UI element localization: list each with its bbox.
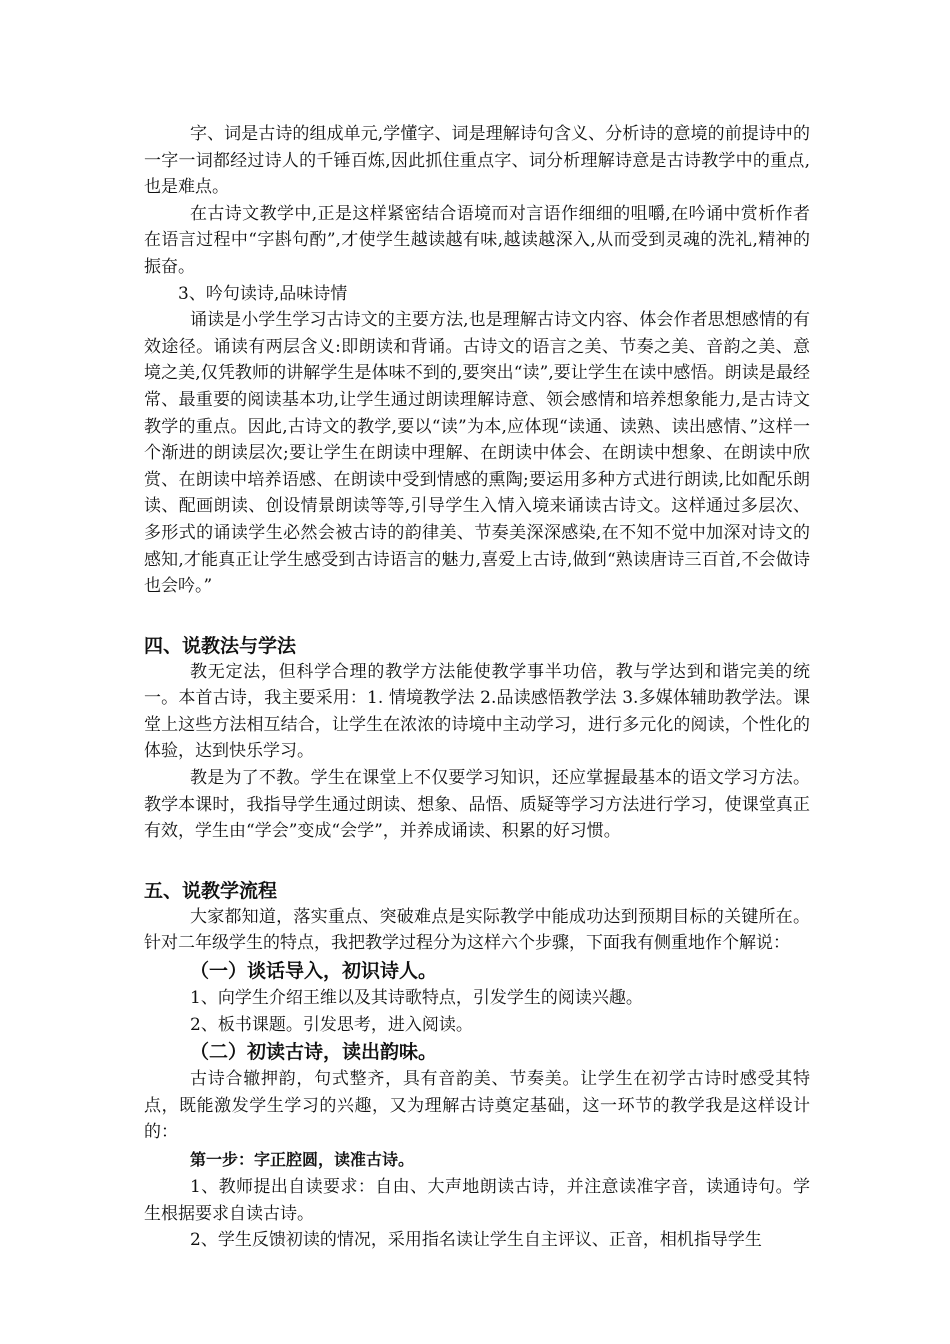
section-5-intro: 大家都知道，落实重点、突破难点是实际教学中能成功达到预期目标的关键所在。针对二年级学生的特点，我把教学过程分为这样六个步骤，下面我有侧重地作个解说： (144, 906, 810, 954)
section-4-paragraph-1: 教无定法，但科学合理的教学方法能使教学事半功倍，教与学达到和谐完美的统一。本首古诗，我主要采用：1. 情境教学法 2.品读感悟教学法 3.多媒体辅助教学法。课堂上这些方法相互结合，让学生在浓浓的诗境中主动学习，进行多元化的阅读，个性化的体验，达到快乐学习。 (144, 661, 810, 762)
section-4-paragraph-2: 教是为了不教。学生在课堂上不仅要学习知识，还应掌握最基本的语文学习方法。教学本课时，我指导学生通过朗读、想象、品悟、质疑等学习方法进行学习，使课堂真正有效，学生由“学会”变成“会学”，并养成诵读、积累的好习惯。 (144, 768, 810, 842)
substep-1-item-1: 1、教师提出自读要求：自由、大声地朗读古诗，并注意读准字音，读通诗句。学生根据要求自读古诗。 (144, 1177, 810, 1224)
step-2-title: （二）初读古诗，读出韵味。 (190, 1041, 438, 1064)
paragraph-chewing-language: 在古诗文教学中,正是这样紧密结合语境而对言语作细细的咀嚼,在吟诵中赏析作者在语言过程中“字斟句酌”,才使学生越读越有味,越读越深入,从而受到灵魂的洗礼,精神的振奋。 (144, 203, 810, 277)
section-5-title: 五、说教学流程 (144, 879, 278, 902)
step-1-item-1: 1、向学生介绍王维以及其诗歌特点，引发学生的阅读兴趣。 (190, 988, 643, 1009)
document-body (144, 121, 810, 1254)
step-1-item-2: 2、板书课题。引发思考，进入阅读。 (190, 1014, 473, 1035)
substep-1-item-2: 2、学生反馈初读的情况，采用指名读让学生自主评议、正音，相机指导学生 (190, 1230, 762, 1251)
subheading-recite-poem: 3、吟句读诗,品味诗情 (178, 283, 348, 304)
section-4-title: 四、说教法与学法 (144, 634, 297, 657)
step-1-title: （一）谈话导入，初识诗人。 (190, 960, 438, 983)
step-2-paragraph: 古诗合辙押韵，句式整齐，具有音韵美、节奏美。让学生在初学古诗时感受其特点，既能激发学生学习的兴趣，又为理解古诗奠定基础，这一环节的教学我是这样设计的： (144, 1069, 810, 1143)
paragraph-key-words: 字、词是古诗的组成单元,学懂字、词是理解诗句含义、分析诗的意境的前提诗中的一字一词都经过诗人的千锤百炼,因此抓住重点字、词分析理解诗意是古诗教学中的重点,也是难点。 (144, 124, 810, 198)
paragraph-recitation: 诵读是小学生学习古诗文的主要方法,也是理解古诗文内容、体会作者思想感情的有效途径。诵读有两层含义:即朗读和背诵。古诗文的语言之美、节奏之美、音韵之美、意境之美,仅凭教师的讲解学生是体味不到的,要突出“读”,要让学生在读中感悟。朗读是最经常、最重要的阅读基本功,让学生通过朗读理解诗意、领会感情和培养想象能力,是古诗文教学的重点。因此,古诗文的教学,要以“读”为本,应体现“读通、读熟、读出感情、”这样一个渐进的朗读层次;要让学生在朗读中理解、在朗读中体会、在朗读中想象、在朗读中欣赏、在朗读中培养语感、在朗读中受到情感的熏陶;要运用多种方式进行朗读,比如配乐朗读、配画朗读、创设情景朗读等等,引导学生入情入境来诵读古诗文。这样通过多层次、多形式的诵读学生必然会被古诗的韵律美、节奏美深深感染,在不知不觉中加深对诗文的感知,才能真正让学生感受到古诗语言的魅力,喜爱上古诗,做到“熟读唐诗三百首,不会做诗也会吟。” (144, 310, 810, 597)
substep-1-title: 第一步：字正腔圆，读准古诗。 (190, 1150, 415, 1169)
